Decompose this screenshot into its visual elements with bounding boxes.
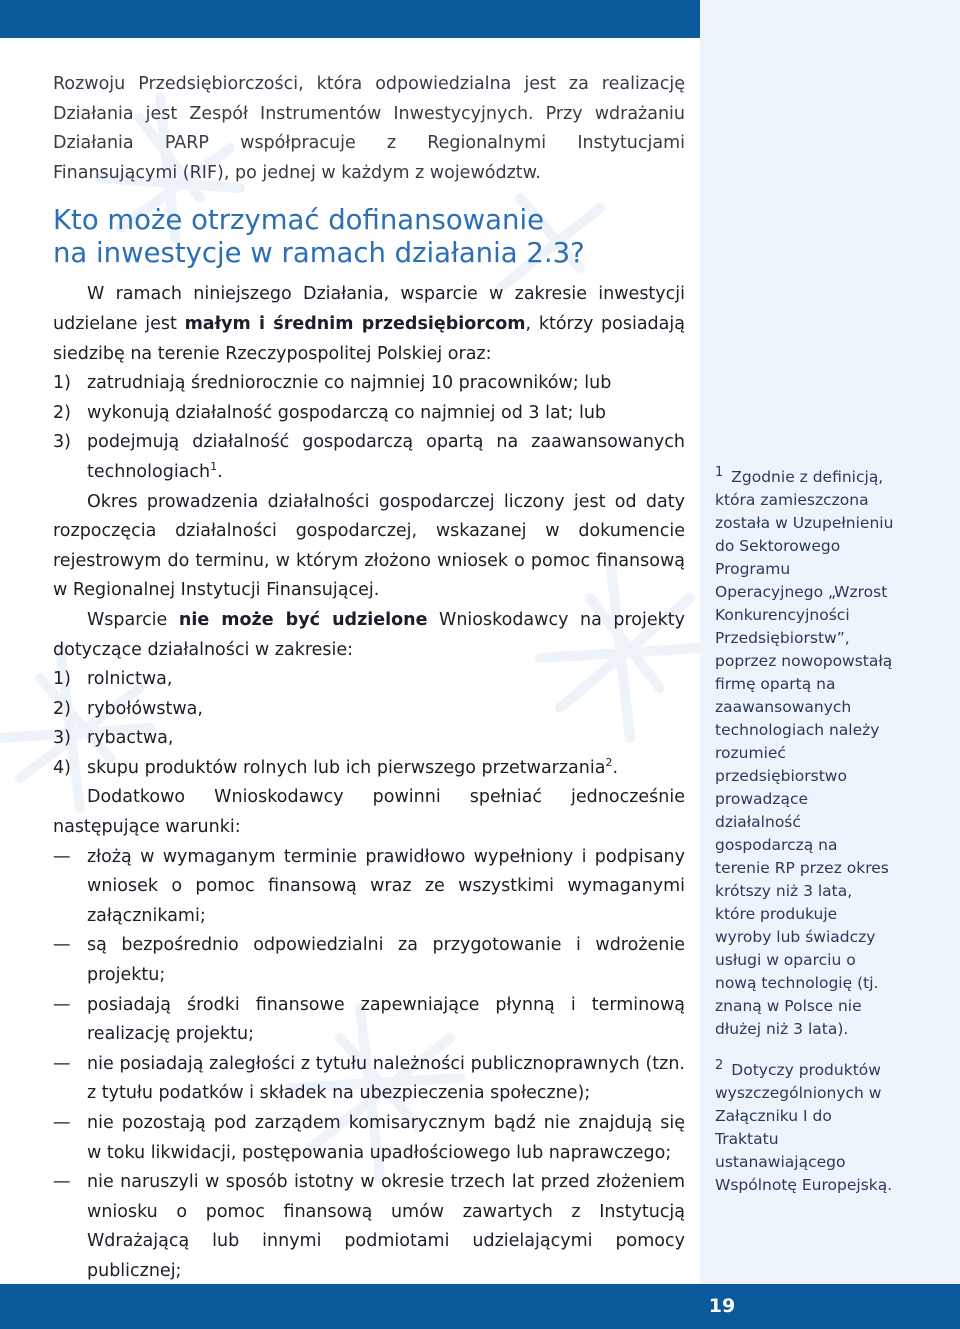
eligibility-text-start: W ramach niniejszego Działania, wsparcie w zakresie inwestycji udzielane jest [53, 284, 685, 334]
dash-bullet: — [53, 1172, 71, 1193]
list-item [53, 1109, 685, 1168]
footnotes [715, 466, 897, 1215]
dash-bullet: — [53, 1053, 71, 1074]
exclusion-text-end: Wnioskodawcy na projekty dotyczące działalności w zakresie: [53, 609, 685, 660]
list-item-text: posiadają środki finansowe zapewniające płynną i terminową realizację projektu; [87, 994, 685, 1045]
list-item [53, 665, 685, 695]
exclusion-bold-text: nie może być udzielone [178, 609, 428, 630]
footnote-number: 2 [715, 1057, 724, 1073]
list-item [53, 428, 685, 487]
footnote-text: Zgodnie z definicją, która zamieszczona została w Uzupełnieniu do Sektorowego Programu Operacyjnego „Wzrost Konkurencyjności Przedsiębiorstw”, poprzez nowopowstałą firmę opartą na zaawansowanych technologiach należy rozumieć przedsiębiorstwo prowadzące działalność gospodarczą na terenie RP przez okres krótszy niż 3 lata, które produkuje wyroby lub świadczy usługi w oparciu o nową technologię (tj. znaną w Polsce nie dłużej niż 3 lata). [715, 468, 894, 1038]
duration-paragraph: Okres prowadzenia działalności gospodarczej liczony jest od daty rozpoczęcia działalności gospodarczej, wskazanej w dokumencie rejestrowym do terminu, w którym złożono wniosek o pomoc finansową w Regionalnej Instytucji Finansującej. [53, 491, 685, 601]
list-item [53, 843, 685, 932]
requirements-paragraph: Dodatkowo Wnioskodawcy powinni spełniać jednocześnie następujące warunki: [53, 787, 685, 838]
intro-paragraph: Rozwoju Przedsiębiorczości, która odpowiedzialna jest za realizację Działania jest Zespół Instrumentów Inwestycyjnych. Przy wdrażaniu Działania PARP współpracuje z Regionalnymi Instytucjami Finansującymi (RIF), po jednej w każdym z województw. [53, 74, 685, 183]
footnote-text: Dotyczy produktów wyszczególnionych w Załączniku I do Traktatu ustanawiającego Wspólnotę Europejską. [715, 1061, 893, 1194]
main-text-column [53, 70, 685, 1287]
requirements-list [53, 843, 685, 1287]
list-item-text: złożą w wymaganym terminie prawidłowo wypełniony i podpisany wniosek o pomoc finansową wraz ze wszystkimi wymaganymi załącznikami; [87, 846, 685, 926]
list-item-text: nie posiadają zaległości z tytułu należności publicznoprawnych (tzn. z tytułu podatków i składek na ubezpieczenia społeczne); [87, 1053, 685, 1104]
list-item [53, 1168, 685, 1286]
heading-line-2: na inwestycje w ramach działania 2.3? [53, 237, 585, 270]
footnote-2 [715, 1059, 897, 1197]
list-item-text: skupu produktów rolnych lub ich pierwszego przetwarzania [87, 757, 606, 778]
list-item [53, 1050, 685, 1109]
list-item [53, 695, 685, 725]
section-heading [53, 204, 685, 270]
eligibility-paragraph [53, 280, 685, 369]
list-item [53, 754, 685, 784]
list-item-text: wykonują działalność gospodarczą co najmniej od 3 lat; lub [87, 402, 607, 423]
footnote-1 [715, 466, 897, 1041]
list-item-text: zatrudniają średniorocznie co najmniej 10 pracowników; lub [87, 373, 612, 394]
excluded-sectors-list [53, 665, 685, 783]
list-number: 1) [53, 669, 71, 690]
exclusion-text-start: Wsparcie [87, 609, 179, 630]
list-item-text: nie pozostają pod zarządem komisarycznym bądź nie znajdują się w toku likwidacji, postępowania upadłościowego lub naprawczego; [87, 1113, 685, 1163]
list-item-text: rolnictwa, [87, 669, 173, 690]
list-item-text: są bezpośrednio odpowiedzialni za przygotowanie i wdrożenie projektu; [87, 935, 685, 986]
list-item-text: podejmują działalność gospodarczą opartą na zaawansowanych technologiach [87, 432, 685, 482]
list-item [53, 399, 685, 429]
page-number: 19 [708, 1295, 736, 1317]
list-number: 4) [53, 757, 71, 778]
list-item-tail: . [217, 461, 223, 482]
top-header-band [0, 0, 700, 38]
footnote-ref-1: 1 [210, 460, 218, 474]
bottom-footer-band [0, 1284, 960, 1329]
exclusion-paragraph [53, 606, 685, 665]
eligibility-text-end: , którzy posiadają siedzibę na terenie Rzeczypospolitej Polskiej oraz: [53, 313, 685, 364]
list-item-tail: . [612, 757, 619, 778]
eligibility-conditions-list [53, 369, 685, 487]
list-item-text: rybołówstwa, [87, 698, 203, 719]
list-item-text: rybactwa, [87, 728, 174, 749]
footnote-ref-2: 2 [605, 756, 613, 770]
eligibility-bold-text: małym i średnim przedsiębiorcom [184, 313, 526, 334]
heading-line-1: Kto może otrzymać dofinansowanie [53, 204, 545, 237]
dash-bullet: — [53, 846, 71, 867]
list-item-text: nie naruszyli w sposób istotny w okresie trzech lat przed złożeniem wniosku o pomoc finansową umów zawartych z Instytucją Wdrażającą lub innymi podmiotami udzielającymi pomocy publicznej; [87, 1172, 685, 1281]
dash-bullet: — [53, 994, 71, 1015]
list-item [53, 369, 685, 399]
list-number: 2) [53, 698, 71, 719]
footnote-number: 1 [715, 464, 724, 480]
list-number: 3) [53, 432, 71, 453]
list-item [53, 724, 685, 754]
list-number: 1) [53, 373, 71, 394]
list-item [53, 991, 685, 1050]
dash-bullet: — [53, 1113, 71, 1133]
list-number: 2) [53, 402, 71, 423]
dash-bullet: — [53, 935, 71, 956]
list-number: 3) [53, 728, 71, 749]
list-item [53, 931, 685, 990]
